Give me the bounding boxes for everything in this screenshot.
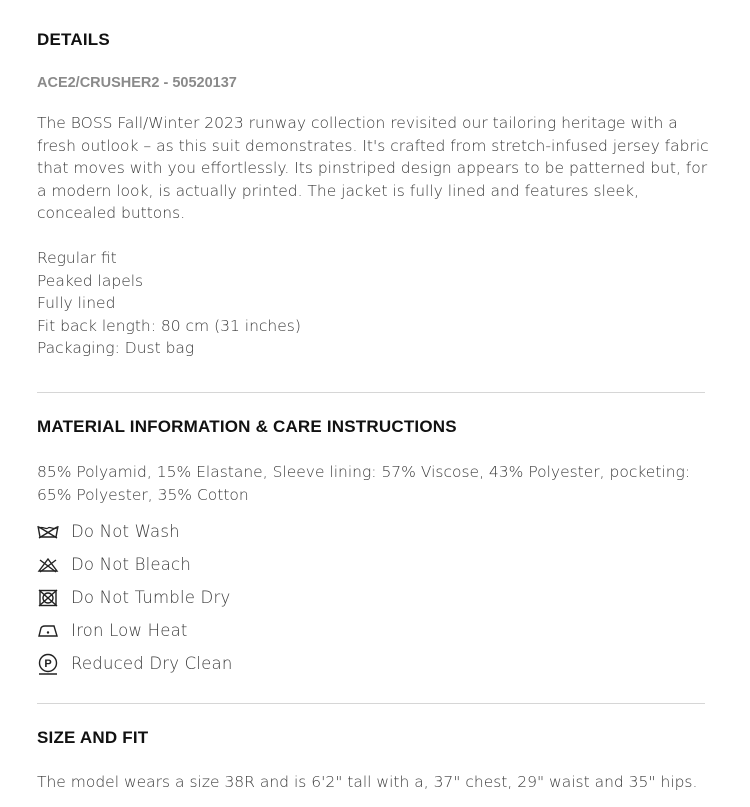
care-label: Do Not Tumble Dry xyxy=(71,588,231,607)
reduced-dry-clean-icon xyxy=(37,653,59,675)
care-label: Do Not Bleach xyxy=(71,555,191,574)
do-not-wash-icon xyxy=(37,521,59,543)
care-label: Do Not Wash xyxy=(71,522,180,541)
feature-list xyxy=(37,247,713,360)
care-item-do-not-wash xyxy=(37,515,232,548)
details-section-title: DETAILS xyxy=(37,30,110,49)
section-divider xyxy=(37,703,705,704)
do-not-tumble-dry-icon xyxy=(37,587,59,609)
feature-item: Regular fit xyxy=(37,249,117,267)
size-fit-text: The model wears a size 38R and is 6'2" tall with a, 37" chest, 29" waist and 35" hips. xyxy=(37,773,698,791)
care-label: Iron Low Heat xyxy=(71,621,188,640)
care-label: Reduced Dry Clean xyxy=(71,654,233,673)
feature-item: Fit back length: 80 cm (31 inches) xyxy=(37,316,301,335)
do-not-bleach-icon xyxy=(37,554,59,576)
feature-item: Peaked lapels xyxy=(37,271,144,290)
product-sku: ACE2/CRUSHER2 - 50520137 xyxy=(37,75,237,91)
feature-item: Packaging: Dust bag xyxy=(37,339,195,357)
iron-low-heat-icon xyxy=(37,620,59,642)
feature-item: Fully lined xyxy=(37,294,116,312)
care-item-reduced-dry-clean xyxy=(37,647,232,680)
material-composition: 85% Polyamid, 15% Elastane, Sleeve lining: 57% Viscose, 43% Polyester, pocketing: 65% Polyester, 35% Cotton xyxy=(37,463,691,504)
care-item-do-not-tumble-dry xyxy=(37,581,232,614)
svg-text:P: P xyxy=(44,657,52,670)
material-section-title[interactable]: MATERIAL INFORMATION & CARE INSTRUCTIONS xyxy=(37,417,457,436)
size-fit-section-title[interactable]: SIZE AND FIT xyxy=(37,728,149,747)
care-item-do-not-bleach xyxy=(37,548,232,581)
section-divider xyxy=(37,392,705,393)
care-instructions-list xyxy=(37,515,232,680)
care-item-iron-low-heat xyxy=(37,614,232,647)
product-description: The BOSS Fall/Winter 2023 runway collection revisited our tailoring heritage with a fresh outlook – as this suit demonstrates. It's crafted from stretch-infused jersey fabric that moves with you effortlessly. Its pinstriped design appears to be patterned but, for a modern look, is actually printed. The jacket is fully lined and features sleek, concealed buttons. xyxy=(37,114,709,222)
